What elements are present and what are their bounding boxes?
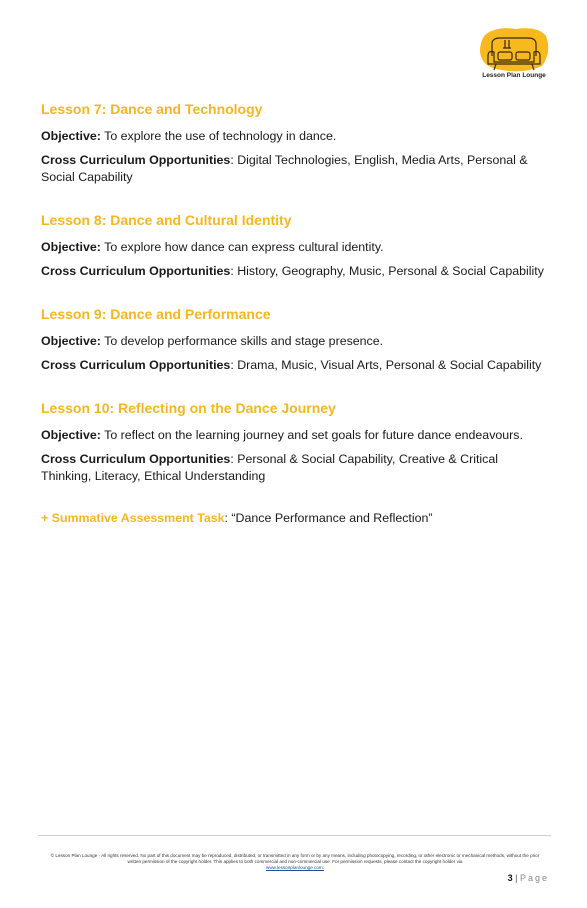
page-separator: | [512,873,520,883]
cross-curriculum-paragraph [41,357,551,374]
cross-curriculum-paragraph [41,451,551,485]
objective-label: Objective: [41,334,101,348]
logo-text: Lesson Plan Lounge [482,72,546,79]
website-link[interactable]: www.lessonplanlounge.com. [266,865,324,870]
lesson-section [41,400,551,485]
lesson-section [41,212,551,280]
cross-curriculum-label: Cross Curriculum Opportunities [41,452,231,466]
cross-curriculum-paragraph [41,152,551,186]
cross-curriculum-paragraph [41,263,551,280]
cross-curriculum-text: : Drama, Music, Visual Arts, Personal & Social Capability [230,358,542,372]
page-word: Page [519,873,549,883]
objective-label: Objective: [41,240,101,254]
lesson-content [41,101,551,525]
cross-curriculum-label: Cross Curriculum Opportunities [41,153,231,167]
cross-curriculum-label: Cross Curriculum Opportunities [41,264,231,278]
cross-curriculum-label: Cross Curriculum Opportunities [41,358,231,372]
cross-curriculum-text: : Personal & Social Capability, Creative & Critical Thinking, Literacy, Ethical Understanding [41,452,498,483]
page-number-value: 3 [507,873,513,883]
objective-label: Objective: [41,129,101,143]
lesson-title: Lesson 8: Dance and Cultural Identity [41,212,292,228]
lesson-section [41,101,551,186]
objective-paragraph [41,239,551,256]
objective-paragraph [41,128,551,145]
lesson-section [41,306,551,374]
objective-text: To explore the use of technology in dance. [104,129,337,143]
objective-paragraph [41,333,551,350]
page-number [508,873,549,883]
copyright-text: © Lesson Plan Lounge - All rights reserved. No part of this document may be reproduced, distributed, or transmitted in any form or by any means, including photocopying, recording, or other electronic or mechanical methods, without the prior written permission of the copyright holder. This applies to both commercial and non-commercial use. For permission requests, please contact the copyright holder via [50,853,540,864]
lesson-title: Lesson 9: Dance and Performance [41,306,271,322]
objective-text: To reflect on the learning journey and set goals for future dance endeavours. [104,428,523,442]
lesson-title: Lesson 7: Dance and Technology [41,101,263,117]
objective-label: Objective: [41,428,101,442]
objective-text: To explore how dance can express cultural identity. [104,240,384,254]
summative-assessment [41,511,551,525]
cross-curriculum-text: : Digital Technologies, English, Media Arts, Personal & Social Capability [41,153,528,184]
cross-curriculum-text: : History, Geography, Music, Personal & Social Capability [230,264,544,278]
lesson-title: Lesson 10: Reflecting on the Dance Journey [41,400,336,416]
objective-text: To develop performance skills and stage presence. [104,334,384,348]
summative-label: + Summative Assessment Task [41,511,225,525]
summative-text: : “Dance Performance and Reflection” [224,511,433,525]
copyright-notice [44,853,546,871]
footer-divider [38,835,551,836]
objective-paragraph [41,427,551,444]
